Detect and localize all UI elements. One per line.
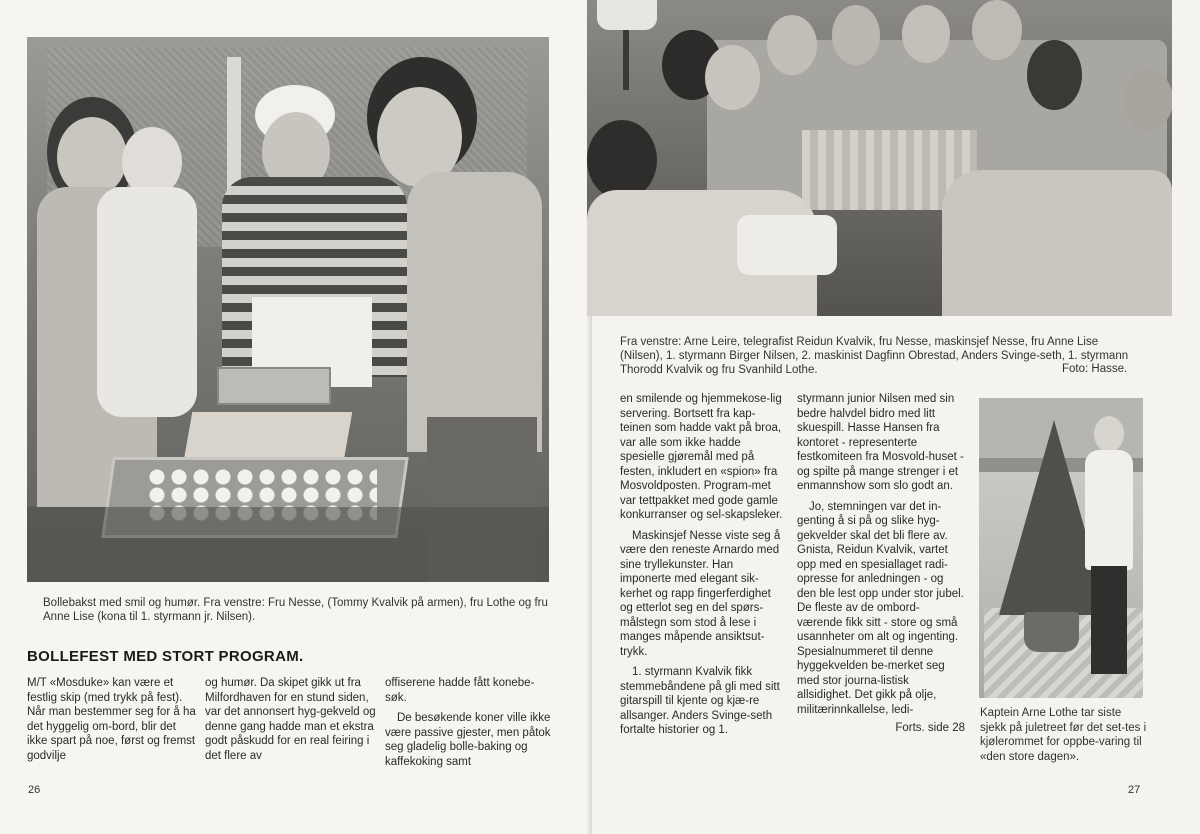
paragraph: en smilende og hjemmekose-lig servering. Bortsett fra kap-teinen som hadde vakt på broa, var alle som ikke hadde spesielle gjøremål med på festen, inkludert en «spion» fra Mosvoldposten. Program-met var tettpakket med gode gamle konkurranser og sel-skapsleker. [620,393,783,521]
tree-photo-caption: Kaptein Arne Lothe tar siste sjekk på juletreet før det set-tes i kjølerommet for oppbe-varing til «den store dagen». [980,707,1147,763]
paragraph: Jo, stemningen var det in-genting å si på og slike hyg-gekvelder skal det bli flere av. Gnista, Reidun Kvalvik, vartet opp med en spesiallaget radi-opresse for anledningen - og den ble lest opp under stor jubel. De fleste av de ombord-værende fikk sitt - store og små usannheter om alt og ingenting. Spesialnummeret til denne hyggekvelden be-merket seg med stor journa-listisk allsidighet. Det gikk på olje, militærinnkallelse, ledi- [797,500,964,716]
continuation-note: Forts. side 28 [895,722,965,734]
page-number: 27 [1128,784,1141,796]
party-photo-caption: Fra venstre: Arne Leire, telegrafist Reidun Kvalvik, fru Nesse, maskinsjef Nesse, fru Anne Lise (Nilsen), 1. styrmann Birger Nilsen, 2. maskinist Dagfinn Obrestad, Anders Svinge-seth, 1. styrmann Thorodd Kvalvik og fru Svanhild Lothe. [620,336,1129,376]
party-photo [587,0,1172,316]
baking-photo-caption: Bollebakst med smil og humør. Fra venstre: Fru Nesse, (Tommy Kvalvik på armen), fru Lothe og fru Anne Lise (kona til 1. styrmann jr. Nilsen). [43,597,548,623]
paragraph: De besøkende koner ville ikke være passive gjester, men påtok seg gladelig bolle-baking og kaffekoking samt [385,712,551,768]
article-column-4 [620,392,785,744]
article-column-1 [27,676,197,769]
left-page [0,0,592,834]
christmas-tree-photo [979,398,1143,698]
paragraph: offiserene hadde fått konebe-søk. [385,677,535,704]
page-number: 26 [28,784,41,796]
paragraph: Maskinsjef Nesse viste seg å være den reneste Arnardo med sine tryllekunster. Han imponerte med elegant sik-kerhet og rapp fingerferdighet og etterlot seg en del spørs-målstegn som stod å lese i manges måpende ansiktsut-trykk. [620,529,781,658]
paragraph: M/T «Mosduke» kan være et festlig skip (med trykk på fest). Når man bestemmer seg for å ha det hyggelig om-bord, blir det ikke spart på noe, først og fremst godvilje [27,677,196,762]
article-column-3 [385,676,555,775]
paragraph: 1. styrmann Kvalvik fikk stemmebåndene på gli med sitt gitarspill til kjente og kjæ-re allsanger. Anders Svinge-seth fortalte historier og 1. [620,666,780,736]
photo-credit: Foto: Hasse. [1062,363,1128,375]
baking-photo [27,37,549,582]
article-column-5 [797,392,965,742]
article-column-2 [205,676,377,769]
article-headline: BOLLEFEST MED STORT PROGRAM. [27,648,304,665]
paragraph: og humør. Da skipet gikk ut fra Milfordhaven for en stund siden, var det annonsert hyg-gekveld og denne gang hadde man et ekstra godt påskudd for en real feiring i det flere av [205,677,376,762]
paragraph: styrmann junior Nilsen med sin bedre halvdel bidro med litt skuespill. Hasse Hansen fra kontoret - representerte festkomiteen fra Mosvold-huset - og spilte på mange strenger i et enmannshow som slo godt an. [797,393,964,492]
